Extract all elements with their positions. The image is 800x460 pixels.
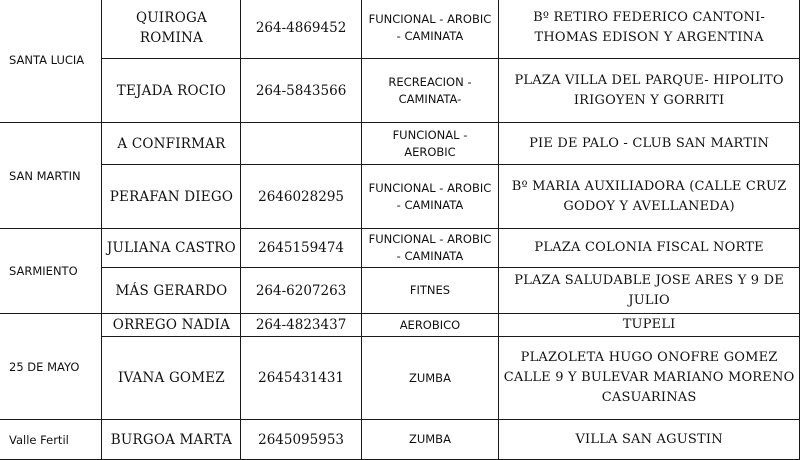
place-cell: PLAZA SALUDABLE JOSE ARES Y 9 DE JULIO (499, 268, 800, 314)
department-cell: SAN MARTIN (0, 123, 102, 229)
activity-cell: ZUMBA (361, 420, 499, 460)
table-row (0, 314, 800, 337)
activity-cell: FITNES (361, 268, 499, 314)
table-row (0, 420, 800, 460)
place-cell: PLAZA VILLA DEL PARQUE- HIPOLITO IRIGOYEN Y GORRITI (499, 59, 800, 123)
table-row (0, 229, 800, 268)
table-row (0, 165, 800, 229)
activity-cell: FUNCIONAL - AEROBIC (361, 123, 499, 165)
instructor-name-cell: TEJADA ROCIO (102, 59, 241, 123)
phone-cell: 264-5843566 (241, 59, 361, 123)
phone-cell: 2646028295 (241, 165, 361, 229)
department-cell: 25 DE MAYO (0, 314, 102, 420)
instructor-name-cell: A CONFIRMAR (102, 123, 241, 165)
place-cell: VILLA SAN AGUSTIN (499, 420, 800, 460)
department-cell: SARMIENTO (0, 229, 102, 314)
activity-cell: FUNCIONAL - AROBIC - CAMINATA (361, 165, 499, 229)
place-cell: Bº RETIRO FEDERICO CANTONI-THOMAS EDISON Y ARGENTINA (499, 0, 800, 59)
phone-cell (241, 123, 361, 165)
instructor-name-cell: IVANA GOMEZ (102, 337, 241, 420)
phone-cell: 264-6207263 (241, 268, 361, 314)
phone-cell: 264-4869452 (241, 0, 361, 59)
department-cell: SANTA LUCIA (0, 0, 102, 123)
instructor-name-cell: ORREGO NADIA (102, 314, 241, 337)
place-cell: Bº MARIA AUXILIADORA (CALLE CRUZ GODOY Y AVELLANEDA) (499, 165, 800, 229)
activity-cell: ZUMBA (361, 337, 499, 420)
phone-cell: 264-4823437 (241, 314, 361, 337)
instructor-name-cell: JULIANA CASTRO (102, 229, 241, 268)
activity-cell: AEROBICO (361, 314, 499, 337)
table-row (0, 59, 800, 123)
department-cell: Valle Fertil (0, 420, 102, 460)
instructor-name-cell: BURGOA MARTA (102, 420, 241, 460)
place-cell: PLAZOLETA HUGO ONOFRE GOMEZ CALLE 9 Y BULEVAR MARIANO MORENO CASUARINAS (499, 337, 800, 420)
place-cell: TUPELI (499, 314, 800, 337)
phone-cell: 2645159474 (241, 229, 361, 268)
instructor-name-cell: MÁS GERARDO (102, 268, 241, 314)
activity-cell: FUNCIONAL - AROBIC - CAMINATA (361, 229, 499, 268)
instructor-name-cell: PERAFAN DIEGO (102, 165, 241, 229)
phone-cell: 2645431431 (241, 337, 361, 420)
activity-cell: RECREACION - CAMINATA- (361, 59, 499, 123)
table-row (0, 337, 800, 420)
phone-cell: 2645095953 (241, 420, 361, 460)
table-row (0, 123, 800, 165)
place-cell: PLAZA COLONIA FISCAL NORTE (499, 229, 800, 268)
instructor-name-cell: QUIROGA ROMINA (102, 0, 241, 59)
activity-cell: FUNCIONAL - AROBIC - CAMINATA (361, 0, 499, 59)
table-row (0, 268, 800, 314)
table-row (0, 0, 800, 59)
place-cell: PIE DE PALO - CLUB SAN MARTIN (499, 123, 800, 165)
